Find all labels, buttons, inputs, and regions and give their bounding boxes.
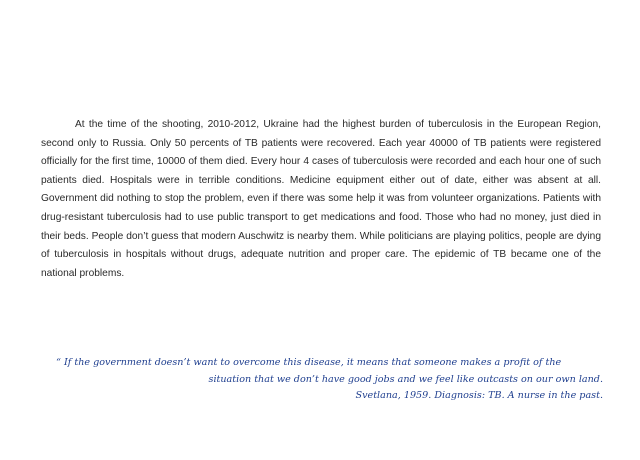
article-paragraph: At the time of the shooting, 2010-2012, Ukraine had the highest burden of tuberculosis in the European Region, second only to Russia. Only 50 percents of TB patients were recovered. Each year 40000 of TB patients were registered officially for the first time, 10000 of them died. Every hour 4 cases of tuberculosis were recorded and each hour one of such patients died. Hospitals were in terrible conditions. Medicine equipment either out of date, either was absent at all. Government did nothing to stop the problem, even if there was some help it was from volunteer organizations. Patients with drug-resistant tuberculosis had to use public transport to get medications and food. Those who had no money, just died in their beds. People don’t guess that modern Auschwitz is nearby them. While politicians are playing politics, people are dying of tuberculosis in hospitals without drugs, adequate nutrition and proper care. The epidemic of TB became one of the national problems. [41, 119, 601, 279]
quote-attribution: Svetlana, 1959. Diagnosis: TB. A nurse in the past. [355, 390, 603, 401]
quote-line-1: “ If the government doesn’t want to overcome this disease, it means that someone makes a profit of the [56, 357, 562, 368]
quote-block [56, 355, 603, 405]
quote-line-2: situation that we don’t have good jobs and we feel like outcasts on our own land. [208, 373, 603, 385]
